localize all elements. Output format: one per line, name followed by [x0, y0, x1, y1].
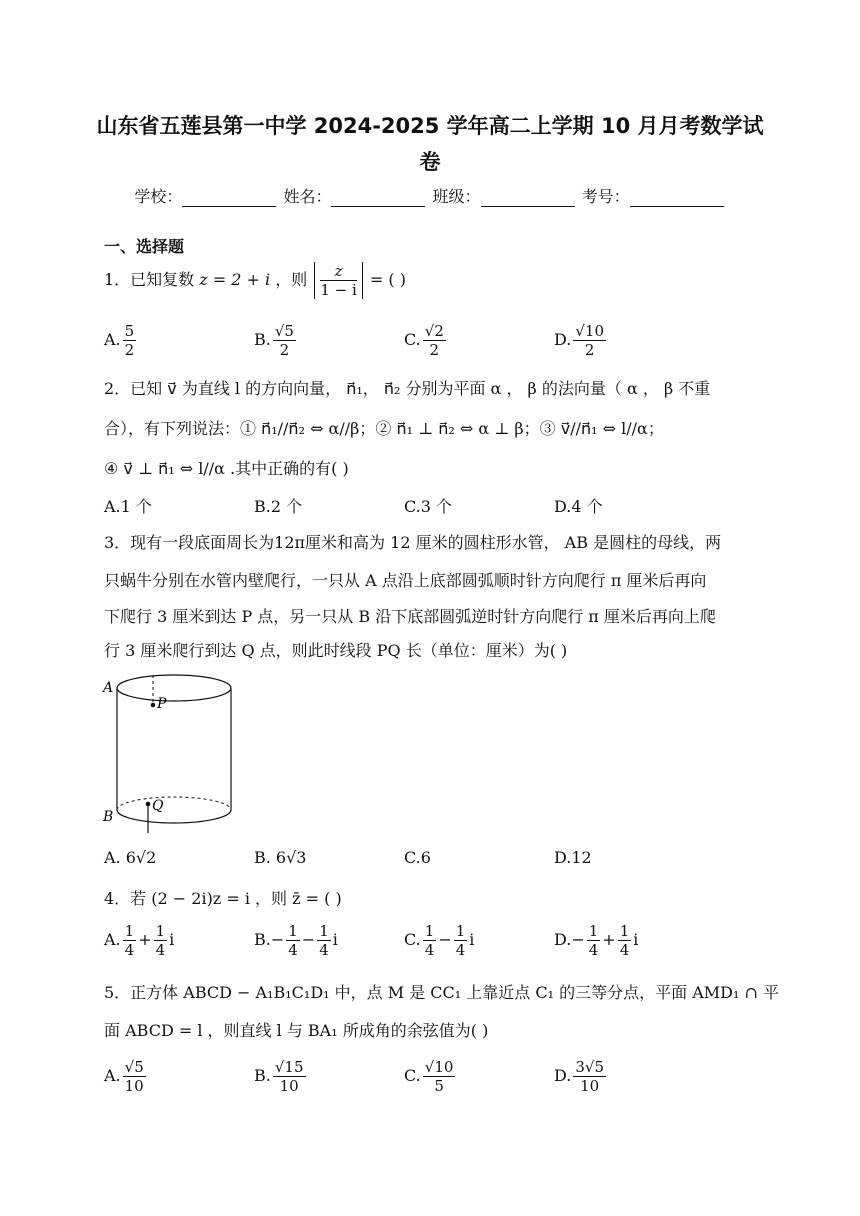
q1-option-d[interactable]: D. $\frac{√10}{2}$ — [554, 322, 604, 359]
q4-option-b[interactable]: B.− $\frac{1}{4}$ − $\frac{1}{4}$ i — [254, 922, 338, 959]
exam-title — [96, 108, 764, 180]
exam-no-label: 考号： — [581, 187, 630, 206]
label-q: Q — [152, 798, 164, 814]
q3-option-c[interactable]: C.6 — [404, 848, 431, 867]
question-5-line1: 5．正方体 ABCD − A₁B₁C₁D₁ 中，点 M 是 CC₁ 上靠近点 C₁ 的三等分点，平面 AMD₁ ∩ 平 — [104, 983, 779, 1002]
q1-option-b[interactable]: B. $\frac{√5}{2}$ — [254, 322, 294, 359]
q5-option-c[interactable]: C. $\frac{√10}{5}$ — [404, 1058, 454, 1095]
point-q — [146, 802, 151, 807]
q3-option-b[interactable]: B. 6√3 — [254, 848, 307, 867]
question-4-stem: 4．若 (2 − 2i)z = i ，则 z̄ = ( ) — [104, 889, 342, 908]
q2-option-c[interactable]: C.3 个 — [404, 497, 453, 516]
cylinder-figure — [100, 670, 250, 840]
name-label: 姓名： — [283, 187, 332, 206]
question-5-line2: 面 ABCD = l ，则直线 l 与 BA₁ 所成角的余弦值为( ) — [104, 1021, 489, 1040]
q2-option-a[interactable]: A.1 个 — [104, 497, 152, 516]
question-1-stem: 1．已知复数 z = 2 + i ，则 $\frac{z}{1 - i}$ = ( ) — [104, 262, 406, 299]
cylinder-bottom-back-arc — [117, 797, 231, 810]
school-label: 学校： — [134, 187, 183, 206]
q5-option-b[interactable]: B. $\frac{√15}{10}$ — [254, 1058, 304, 1095]
q4-option-a[interactable]: A. $\frac{1}{4}$ + $\frac{1}{4}$ i — [104, 922, 175, 959]
class-label: 班级： — [432, 187, 481, 206]
question-2-line2: 合），有下列说法：① n⃗₁//n⃗₂ ⇔ α//β；② n⃗₁ ⊥ n⃗₂ ⇔ α ⊥ β；③ v⃗//n⃗₁ ⇔ l//α； — [104, 419, 664, 438]
student-info-row — [0, 184, 860, 207]
q4-option-c[interactable]: C. $\frac{1}{4}$ − $\frac{1}{4}$ i — [404, 922, 475, 959]
cylinder-bottom-front-arc — [117, 810, 231, 823]
class-blank[interactable] — [481, 190, 575, 207]
section-title: 一、选择题 — [104, 237, 185, 256]
question-3-line4: 行 3 厘米爬行到达 Q 点，则此时线段 PQ 长（单位：厘米）为( ) — [104, 641, 568, 660]
q5-option-d[interactable]: D. $\frac{3√5}{10}$ — [554, 1058, 604, 1095]
q5-option-a[interactable]: A. $\frac{√5}{10}$ — [104, 1058, 144, 1095]
exam-no-blank[interactable] — [630, 190, 724, 207]
q2-option-b[interactable]: B.2 个 — [254, 497, 303, 516]
abs-value: $\frac{z}{1 - i}$ — [314, 262, 362, 299]
label-a: A — [103, 680, 114, 696]
question-2-line1: 2．已知 v⃗ 为直线 l 的方向向量， n⃗₁， n⃗₂ 分别为平面 α ， β 的法向量（ α ， β 不重 — [104, 379, 711, 398]
label-b: B — [103, 809, 114, 825]
question-3-line2: 只蜗牛分别在水管内壁爬行，一只从 A 点沿上底部圆弧顺时针方向爬行 π 厘米后再向 — [104, 571, 707, 590]
exam-title-line2: 卷 — [419, 150, 441, 174]
question-3-line3: 下爬行 3 厘米到达 P 点，另一只从 B 沿下底部圆弧逆时针方向爬行 π 厘米后再向上爬 — [104, 607, 716, 626]
q2-option-d[interactable]: D.4 个 — [554, 497, 603, 516]
q3-option-a[interactable]: A. 6√2 — [104, 848, 157, 867]
exam-title-line1: 山东省五莲县第一中学 2024-2025 学年高二上学期 10 月月考数学试 — [96, 114, 764, 138]
label-p: P — [157, 696, 167, 712]
question-2-line3: ④ v⃗ ⊥ n⃗₁ ⇔ l//α .其中正确的有( ) — [104, 459, 349, 478]
q1-option-a[interactable]: A. $\frac{5}{2}$ — [104, 322, 135, 359]
q4-option-d[interactable]: D.− $\frac{1}{4}$ + $\frac{1}{4}$ i — [554, 922, 639, 959]
name-blank[interactable] — [331, 190, 425, 207]
question-3-line1: 3．现有一段底面周长为12π厘米和高为 12 厘米的圆柱形水管， AB 是圆柱的母线，两 — [104, 533, 722, 552]
q3-option-d[interactable]: D.12 — [554, 848, 592, 867]
point-p — [151, 703, 156, 708]
cylinder-top-ellipse — [117, 675, 231, 701]
school-blank[interactable] — [182, 190, 276, 207]
q1-option-c[interactable]: C. $\frac{√2}{2}$ — [404, 322, 444, 359]
